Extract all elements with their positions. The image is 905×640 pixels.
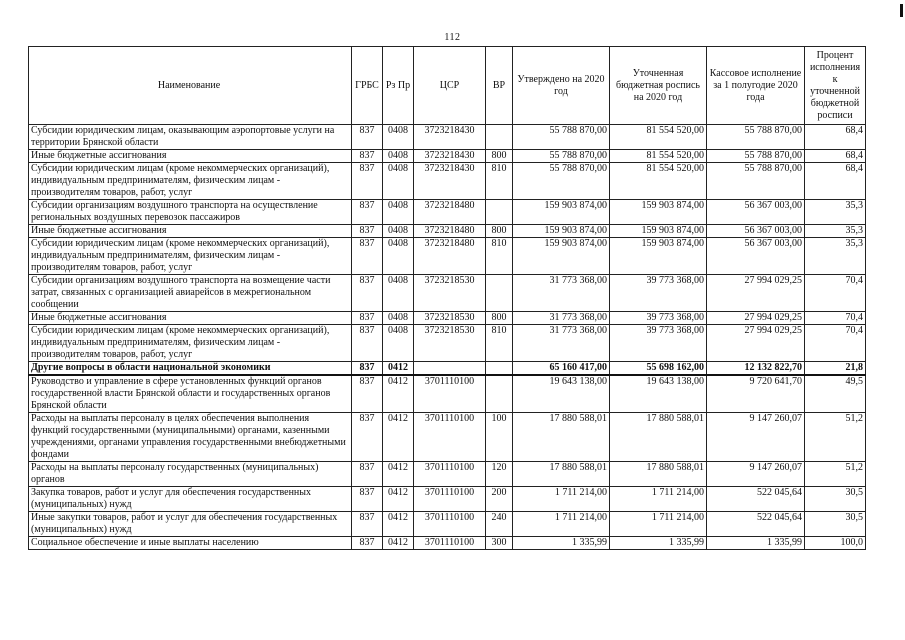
row-refined-cell: 81 554 520,00 — [610, 163, 707, 200]
row-percent-cell: 70,4 — [805, 275, 866, 312]
row-vr-cell: 810 — [486, 163, 513, 200]
row-vr-cell: 810 — [486, 325, 513, 362]
row-vr-cell: 810 — [486, 238, 513, 275]
row-percent-cell: 68,4 — [805, 163, 866, 200]
row-rzpr-cell: 0408 — [383, 125, 414, 150]
scan-edge-mark — [900, 4, 903, 17]
row-approved-cell: 55 788 870,00 — [513, 163, 610, 200]
col-header-cash: Кассовое исполнение за 1 полугодие 2020 года — [707, 47, 805, 125]
row-percent-cell: 35,3 — [805, 225, 866, 238]
row-cash-cell: 56 367 003,00 — [707, 238, 805, 275]
row-approved-cell: 159 903 874,00 — [513, 225, 610, 238]
row-csr-cell: 3723218480 — [414, 238, 486, 275]
row-cash-cell: 56 367 003,00 — [707, 225, 805, 238]
row-csr-cell: 3723218480 — [414, 200, 486, 225]
row-percent-cell: 68,4 — [805, 150, 866, 163]
row-csr-cell: 3701110100 — [414, 537, 486, 550]
row-name-cell: Расходы на выплаты персоналу государственных (муниципальных) органов — [29, 462, 352, 487]
row-rzpr-cell: 0408 — [383, 312, 414, 325]
row-grbs-cell: 837 — [352, 238, 383, 275]
row-csr-cell: 3723218430 — [414, 163, 486, 200]
col-header-csr: ЦСР — [414, 47, 486, 125]
row-grbs-cell: 837 — [352, 163, 383, 200]
row-percent-cell: 49,5 — [805, 375, 866, 413]
row-approved-cell: 1 711 214,00 — [513, 487, 610, 512]
row-percent-cell: 68,4 — [805, 125, 866, 150]
row-cash-cell: 27 994 029,25 — [707, 275, 805, 312]
row-rzpr-cell: 0408 — [383, 163, 414, 200]
row-name-cell: Закупка товаров, работ и услуг для обеспечения государственных (муниципальных) нужд — [29, 487, 352, 512]
row-cash-cell: 9 147 260,07 — [707, 462, 805, 487]
col-header-refined: Уточненная бюджетная роспись на 2020 год — [610, 47, 707, 125]
row-grbs-cell: 837 — [352, 325, 383, 362]
row-name-cell: Иные закупки товаров, работ и услуг для обеспечения государственных (муниципальных) нужд — [29, 512, 352, 537]
row-vr-cell: 800 — [486, 225, 513, 238]
row-grbs-cell: 837 — [352, 150, 383, 163]
row-vr-cell: 200 — [486, 487, 513, 512]
row-approved-cell: 17 880 588,01 — [513, 462, 610, 487]
row-refined-cell: 81 554 520,00 — [610, 125, 707, 150]
row-cash-cell: 55 788 870,00 — [707, 150, 805, 163]
table-row — [29, 487, 866, 512]
row-cash-cell: 522 045,64 — [707, 512, 805, 537]
row-vr-cell: 240 — [486, 512, 513, 537]
row-refined-cell: 1 711 214,00 — [610, 512, 707, 537]
row-csr-cell: 3723218480 — [414, 225, 486, 238]
table-row — [29, 225, 866, 238]
row-percent-cell: 51,2 — [805, 413, 866, 462]
row-rzpr-cell: 0412 — [383, 512, 414, 537]
row-name-cell: Расходы на выплаты персоналу в целях обеспечения выполнения функций государственными (муниципальными) органами, казенными учреждениями, органами управления государственными внебюджетными фондами — [29, 413, 352, 462]
table-row — [29, 150, 866, 163]
row-grbs-cell: 837 — [352, 375, 383, 413]
row-percent-cell: 30,5 — [805, 512, 866, 537]
row-cash-cell: 1 335,99 — [707, 537, 805, 550]
row-vr-cell — [486, 362, 513, 376]
row-name-cell: Субсидии юридическим лицам (кроме некоммерческих организаций), индивидуальным предпринимателям, физическим лицам - производителям товаров, работ, услуг — [29, 163, 352, 200]
table-row — [29, 512, 866, 537]
row-vr-cell: 800 — [486, 312, 513, 325]
row-grbs-cell: 837 — [352, 462, 383, 487]
row-grbs-cell: 837 — [352, 275, 383, 312]
row-percent-cell: 100,0 — [805, 537, 866, 550]
row-vr-cell — [486, 125, 513, 150]
row-percent-cell: 30,5 — [805, 487, 866, 512]
row-name-cell: Субсидии юридическим лицам (кроме некоммерческих организаций), индивидуальным предпринимателям, физическим лицам - производителям товаров, работ, услуг — [29, 325, 352, 362]
row-approved-cell: 65 160 417,00 — [513, 362, 610, 376]
col-header-percent: Процент исполнения к уточненной бюджетной росписи — [805, 47, 866, 125]
row-csr-cell: 3701110100 — [414, 413, 486, 462]
row-rzpr-cell: 0408 — [383, 150, 414, 163]
row-refined-cell: 55 698 162,00 — [610, 362, 707, 376]
row-name-cell: Социальное обеспечение и иные выплаты населению — [29, 537, 352, 550]
row-approved-cell: 1 335,99 — [513, 537, 610, 550]
row-refined-cell: 39 773 368,00 — [610, 275, 707, 312]
row-cash-cell: 27 994 029,25 — [707, 325, 805, 362]
row-vr-cell: 120 — [486, 462, 513, 487]
row-name-cell: Субсидии организациям воздушного транспорта на осуществление региональных воздушных перевозок пассажиров — [29, 200, 352, 225]
row-grbs-cell: 837 — [352, 537, 383, 550]
row-approved-cell: 31 773 368,00 — [513, 275, 610, 312]
table-row — [29, 125, 866, 150]
table-row — [29, 275, 866, 312]
table-row — [29, 325, 866, 362]
row-approved-cell: 159 903 874,00 — [513, 200, 610, 225]
row-refined-cell: 159 903 874,00 — [610, 238, 707, 275]
row-name-cell: Другие вопросы в области национальной экономики — [29, 362, 352, 376]
row-grbs-cell: 837 — [352, 312, 383, 325]
col-header-approved: Утверждено на 2020 год — [513, 47, 610, 125]
row-cash-cell: 55 788 870,00 — [707, 163, 805, 200]
row-approved-cell: 19 643 138,00 — [513, 375, 610, 413]
row-cash-cell: 9 147 260,07 — [707, 413, 805, 462]
row-cash-cell: 9 720 641,70 — [707, 375, 805, 413]
row-rzpr-cell: 0412 — [383, 537, 414, 550]
col-header-rzpr: Рз Пр — [383, 47, 414, 125]
row-name-cell: Иные бюджетные ассигнования — [29, 225, 352, 238]
row-vr-cell — [486, 200, 513, 225]
row-percent-cell: 35,3 — [805, 200, 866, 225]
row-vr-cell — [486, 375, 513, 413]
row-approved-cell: 159 903 874,00 — [513, 238, 610, 275]
row-percent-cell: 35,3 — [805, 238, 866, 275]
row-csr-cell: 3701110100 — [414, 512, 486, 537]
row-csr-cell: 3723218530 — [414, 312, 486, 325]
row-refined-cell: 159 903 874,00 — [610, 200, 707, 225]
row-vr-cell: 300 — [486, 537, 513, 550]
row-rzpr-cell: 0412 — [383, 375, 414, 413]
row-vr-cell — [486, 275, 513, 312]
row-percent-cell: 21,8 — [805, 362, 866, 376]
table-row — [29, 537, 866, 550]
row-csr-cell: 3701110100 — [414, 462, 486, 487]
row-refined-cell: 1 711 214,00 — [610, 487, 707, 512]
row-grbs-cell: 837 — [352, 225, 383, 238]
row-cash-cell: 56 367 003,00 — [707, 200, 805, 225]
row-csr-cell: 3701110100 — [414, 375, 486, 413]
table-row — [29, 462, 866, 487]
table-row — [29, 413, 866, 462]
row-percent-cell: 70,4 — [805, 312, 866, 325]
row-name-cell: Руководство и управление в сфере установленных функций органов государственной власти Брянской области и государственных органов Брянской области — [29, 375, 352, 413]
row-refined-cell: 1 335,99 — [610, 537, 707, 550]
row-csr-cell: 3723218530 — [414, 275, 486, 312]
table-row — [29, 312, 866, 325]
row-name-cell: Субсидии юридическим лицам (кроме некоммерческих организаций), индивидуальным предпринимателям, физическим лицам - производителям товаров, работ, услуг — [29, 238, 352, 275]
row-vr-cell: 100 — [486, 413, 513, 462]
row-cash-cell: 522 045,64 — [707, 487, 805, 512]
row-rzpr-cell: 0412 — [383, 362, 414, 376]
row-grbs-cell: 837 — [352, 125, 383, 150]
row-name-cell: Субсидии организациям воздушного транспорта на возмещение части затрат, связанных с организацией авиарейсов в межрегиональном сообщении — [29, 275, 352, 312]
row-approved-cell: 31 773 368,00 — [513, 312, 610, 325]
row-csr-cell: 3723218430 — [414, 125, 486, 150]
row-grbs-cell: 837 — [352, 200, 383, 225]
row-refined-cell: 159 903 874,00 — [610, 225, 707, 238]
row-approved-cell: 55 788 870,00 — [513, 125, 610, 150]
col-header-name: Наименование — [29, 47, 352, 125]
row-rzpr-cell: 0412 — [383, 413, 414, 462]
row-rzpr-cell: 0412 — [383, 487, 414, 512]
row-approved-cell: 31 773 368,00 — [513, 325, 610, 362]
row-cash-cell: 55 788 870,00 — [707, 125, 805, 150]
row-refined-cell: 17 880 588,01 — [610, 413, 707, 462]
col-header-grbs: ГРБС — [352, 47, 383, 125]
row-rzpr-cell: 0408 — [383, 225, 414, 238]
budget-table — [28, 46, 866, 550]
row-cash-cell: 27 994 029,25 — [707, 312, 805, 325]
row-refined-cell: 19 643 138,00 — [610, 375, 707, 413]
row-rzpr-cell: 0412 — [383, 462, 414, 487]
row-grbs-cell: 837 — [352, 512, 383, 537]
row-grbs-cell: 837 — [352, 413, 383, 462]
row-approved-cell: 1 711 214,00 — [513, 512, 610, 537]
page-number: 112 — [444, 32, 461, 43]
row-rzpr-cell: 0408 — [383, 275, 414, 312]
row-grbs-cell: 837 — [352, 487, 383, 512]
table-row — [29, 375, 866, 413]
row-csr-cell: 3723218530 — [414, 325, 486, 362]
row-approved-cell: 55 788 870,00 — [513, 150, 610, 163]
row-grbs-cell: 837 — [352, 362, 383, 376]
row-name-cell: Иные бюджетные ассигнования — [29, 312, 352, 325]
table-row — [29, 362, 866, 376]
table-header-row — [29, 47, 866, 125]
col-header-vr: ВР — [486, 47, 513, 125]
table-row — [29, 163, 866, 200]
row-refined-cell: 17 880 588,01 — [610, 462, 707, 487]
table-row — [29, 238, 866, 275]
row-rzpr-cell: 0408 — [383, 200, 414, 225]
row-csr-cell: 3723218430 — [414, 150, 486, 163]
row-vr-cell: 800 — [486, 150, 513, 163]
row-approved-cell: 17 880 588,01 — [513, 413, 610, 462]
row-name-cell: Иные бюджетные ассигнования — [29, 150, 352, 163]
row-rzpr-cell: 0408 — [383, 238, 414, 275]
row-percent-cell: 51,2 — [805, 462, 866, 487]
row-refined-cell: 39 773 368,00 — [610, 312, 707, 325]
row-percent-cell: 70,4 — [805, 325, 866, 362]
row-name-cell: Субсидии юридическим лицам, оказывающим аэропортовые услуги на территории Брянской области — [29, 125, 352, 150]
row-csr-cell — [414, 362, 486, 376]
row-refined-cell: 81 554 520,00 — [610, 150, 707, 163]
row-rzpr-cell: 0408 — [383, 325, 414, 362]
row-csr-cell: 3701110100 — [414, 487, 486, 512]
row-cash-cell: 12 132 822,70 — [707, 362, 805, 376]
table-row — [29, 200, 866, 225]
row-refined-cell: 39 773 368,00 — [610, 325, 707, 362]
